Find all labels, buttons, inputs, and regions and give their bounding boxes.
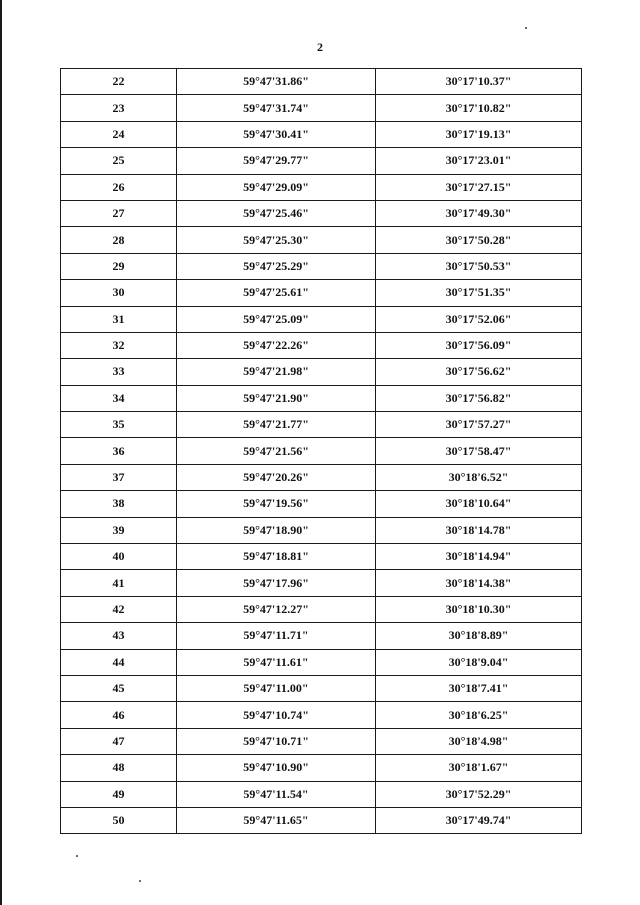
- longitude-cell: 30°17'19.13": [376, 121, 582, 147]
- longitude-cell: 30°18'6.52": [376, 464, 582, 490]
- point-number-cell: 33: [61, 359, 177, 385]
- latitude-cell: 59°47'12.27": [177, 596, 376, 622]
- latitude-cell: 59°47'25.29": [177, 253, 376, 279]
- latitude-cell: 59°47'21.56": [177, 438, 376, 464]
- table-row: [61, 728, 582, 754]
- point-number-cell: 32: [61, 332, 177, 358]
- latitude-cell: 59°47'25.09": [177, 306, 376, 332]
- longitude-cell: 30°17'49.74": [376, 807, 582, 833]
- table-row: [61, 121, 582, 147]
- longitude-cell: 30°17'49.30": [376, 200, 582, 226]
- table-row: [61, 253, 582, 279]
- scan-speck: [76, 855, 78, 857]
- table-row: [61, 755, 582, 781]
- point-number-cell: 31: [61, 306, 177, 332]
- table-row: [61, 280, 582, 306]
- table-row: [61, 385, 582, 411]
- point-number-cell: 46: [61, 702, 177, 728]
- table-row: [61, 95, 582, 121]
- table-row: [61, 807, 582, 833]
- longitude-cell: 30°18'7.41": [376, 675, 582, 701]
- latitude-cell: 59°47'31.74": [177, 95, 376, 121]
- longitude-cell: 30°17'23.01": [376, 148, 582, 174]
- point-number-cell: 39: [61, 517, 177, 543]
- longitude-cell: 30°18'10.30": [376, 596, 582, 622]
- longitude-cell: 30°18'10.64": [376, 491, 582, 517]
- scan-speck: [139, 880, 141, 882]
- latitude-cell: 59°47'21.77": [177, 412, 376, 438]
- longitude-cell: 30°17'50.28": [376, 227, 582, 253]
- longitude-cell: 30°17'52.06": [376, 306, 582, 332]
- latitude-cell: 59°47'19.56": [177, 491, 376, 517]
- point-number-cell: 27: [61, 200, 177, 226]
- longitude-cell: 30°18'6.25": [376, 702, 582, 728]
- latitude-cell: 59°47'29.09": [177, 174, 376, 200]
- table-row: [61, 332, 582, 358]
- longitude-cell: 30°17'56.62": [376, 359, 582, 385]
- longitude-cell: 30°18'14.78": [376, 517, 582, 543]
- latitude-cell: 59°47'10.90": [177, 755, 376, 781]
- table-row: [61, 438, 582, 464]
- scan-speck: [525, 27, 527, 29]
- point-number-cell: 22: [61, 69, 177, 95]
- latitude-cell: 59°47'11.65": [177, 807, 376, 833]
- longitude-cell: 30°17'50.53": [376, 253, 582, 279]
- table-row: [61, 491, 582, 517]
- table-row: [61, 148, 582, 174]
- table-row: [61, 675, 582, 701]
- longitude-cell: 30°18'1.67": [376, 755, 582, 781]
- point-number-cell: 26: [61, 174, 177, 200]
- table-row: [61, 200, 582, 226]
- table-row: [61, 464, 582, 490]
- latitude-cell: 59°47'10.74": [177, 702, 376, 728]
- coordinates-table: [60, 68, 582, 834]
- longitude-cell: 30°17'58.47": [376, 438, 582, 464]
- point-number-cell: 29: [61, 253, 177, 279]
- longitude-cell: 30°17'10.37": [376, 69, 582, 95]
- longitude-cell: 30°17'27.15": [376, 174, 582, 200]
- latitude-cell: 59°47'17.96": [177, 570, 376, 596]
- longitude-cell: 30°18'4.98": [376, 728, 582, 754]
- latitude-cell: 59°47'10.71": [177, 728, 376, 754]
- point-number-cell: 25: [61, 148, 177, 174]
- latitude-cell: 59°47'20.26": [177, 464, 376, 490]
- latitude-cell: 59°47'21.90": [177, 385, 376, 411]
- latitude-cell: 59°47'30.41": [177, 121, 376, 147]
- latitude-cell: 59°47'31.86": [177, 69, 376, 95]
- point-number-cell: 30: [61, 280, 177, 306]
- latitude-cell: 59°47'25.30": [177, 227, 376, 253]
- table-row: [61, 174, 582, 200]
- latitude-cell: 59°47'25.46": [177, 200, 376, 226]
- point-number-cell: 47: [61, 728, 177, 754]
- longitude-cell: 30°17'10.82": [376, 95, 582, 121]
- latitude-cell: 59°47'29.77": [177, 148, 376, 174]
- table-row: [61, 69, 582, 95]
- point-number-cell: 49: [61, 781, 177, 807]
- longitude-cell: 30°17'52.29": [376, 781, 582, 807]
- table-row: [61, 359, 582, 385]
- longitude-cell: 30°17'57.27": [376, 412, 582, 438]
- point-number-cell: 42: [61, 596, 177, 622]
- page-left-edge: [0, 0, 2, 905]
- table-row: [61, 412, 582, 438]
- point-number-cell: 37: [61, 464, 177, 490]
- table-row: [61, 781, 582, 807]
- latitude-cell: 59°47'18.90": [177, 517, 376, 543]
- latitude-cell: 59°47'11.61": [177, 649, 376, 675]
- longitude-cell: 30°18'14.38": [376, 570, 582, 596]
- table-row: [61, 227, 582, 253]
- latitude-cell: 59°47'11.00": [177, 675, 376, 701]
- table-row: [61, 570, 582, 596]
- table-row: [61, 702, 582, 728]
- point-number-cell: 41: [61, 570, 177, 596]
- longitude-cell: 30°17'56.09": [376, 332, 582, 358]
- point-number-cell: 44: [61, 649, 177, 675]
- point-number-cell: 35: [61, 412, 177, 438]
- point-number-cell: 38: [61, 491, 177, 517]
- table-row: [61, 544, 582, 570]
- table-row: [61, 517, 582, 543]
- page-number: 2: [317, 40, 323, 54]
- point-number-cell: 43: [61, 623, 177, 649]
- point-number-cell: 36: [61, 438, 177, 464]
- table-row: [61, 623, 582, 649]
- point-number-cell: 45: [61, 675, 177, 701]
- latitude-cell: 59°47'21.98": [177, 359, 376, 385]
- latitude-cell: 59°47'18.81": [177, 544, 376, 570]
- table-row: [61, 649, 582, 675]
- point-number-cell: 48: [61, 755, 177, 781]
- coordinates-table-body: [61, 69, 582, 834]
- point-number-cell: 23: [61, 95, 177, 121]
- point-number-cell: 28: [61, 227, 177, 253]
- latitude-cell: 59°47'11.54": [177, 781, 376, 807]
- latitude-cell: 59°47'25.61": [177, 280, 376, 306]
- longitude-cell: 30°17'56.82": [376, 385, 582, 411]
- longitude-cell: 30°18'9.04": [376, 649, 582, 675]
- latitude-cell: 59°47'22.26": [177, 332, 376, 358]
- table-row: [61, 596, 582, 622]
- point-number-cell: 34: [61, 385, 177, 411]
- point-number-cell: 40: [61, 544, 177, 570]
- point-number-cell: 50: [61, 807, 177, 833]
- longitude-cell: 30°18'8.89": [376, 623, 582, 649]
- latitude-cell: 59°47'11.71": [177, 623, 376, 649]
- longitude-cell: 30°17'51.35": [376, 280, 582, 306]
- table-row: [61, 306, 582, 332]
- point-number-cell: 24: [61, 121, 177, 147]
- longitude-cell: 30°18'14.94": [376, 544, 582, 570]
